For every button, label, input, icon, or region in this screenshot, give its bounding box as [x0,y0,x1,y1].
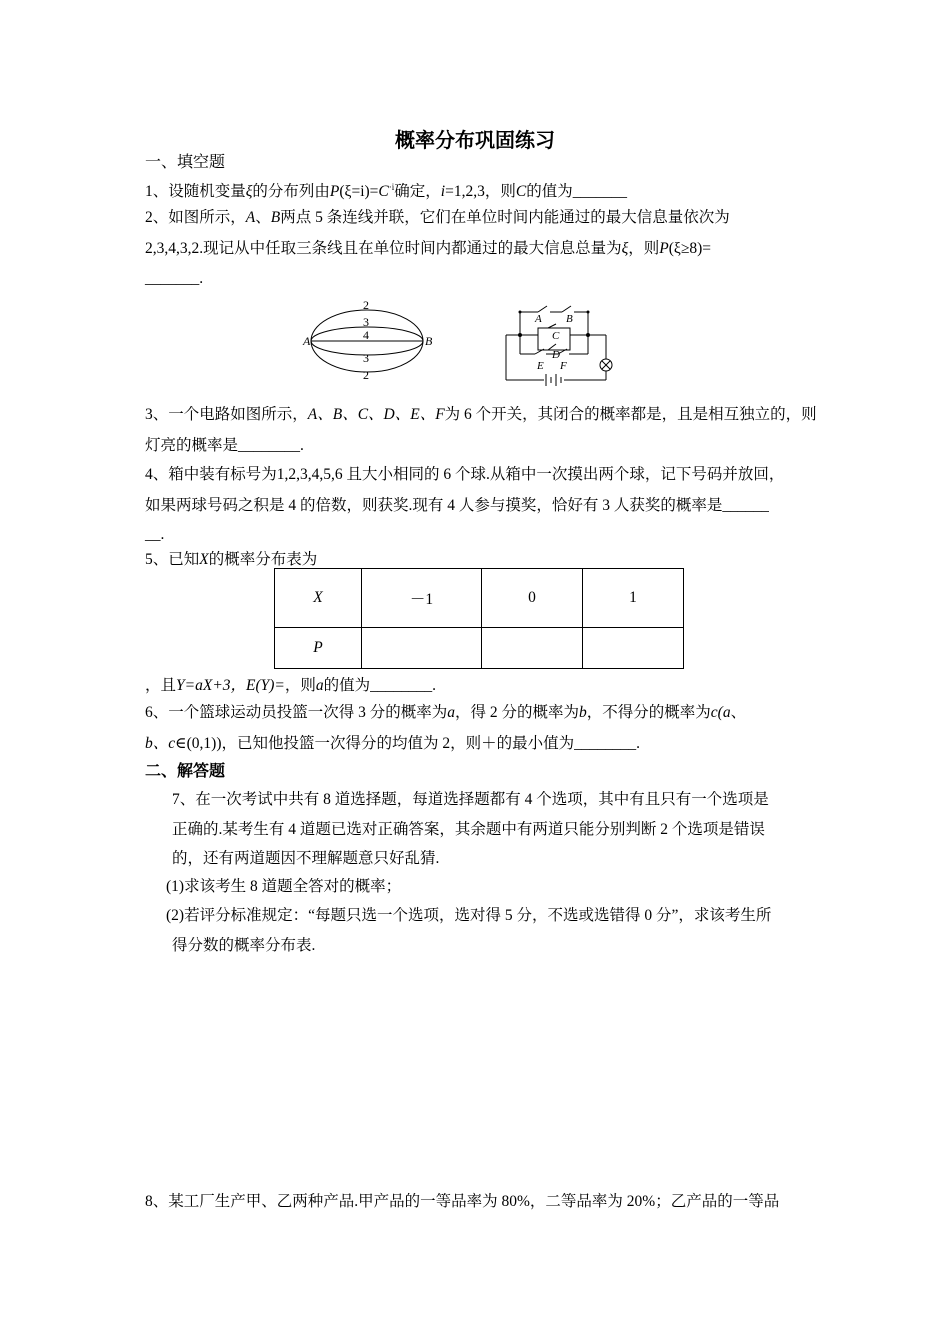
question-3-line-1: 3、一个电路如图所示，A、B、C、D、E、F为 6 个开关，其闭合的概率都是，且是相互独立的，则 [145,406,817,423]
question-5-condition: ，且Y=aX+3，E(Y)=，则a的值为________. [145,677,437,694]
question-7-part-2-line-2: 得分数的概率分布表. [172,937,316,954]
section-heading-fill-blank: 一、填空题 [145,152,226,171]
label-B: B [425,334,433,348]
page-title: 概率分布巩固练习 [395,128,555,152]
table-row [275,628,684,669]
switch-label-C: C [552,330,560,342]
table-cell: 0 [482,569,583,628]
question-5-intro: 5、已知X的概率分布表为 [145,551,318,568]
question-6-line-2: b、c∈(0,1))，已知他投篮一次得分的均值为 2，则＋的最小值为________. [145,735,640,752]
question-3-line-2: 灯亮的概率是________. [145,437,304,454]
distribution-table [274,568,684,669]
question-2-line-1: 2、如图所示，A、B两点 5 条连线并联，它们在单位时间内能通过的最大信息量依次为 [145,209,730,226]
switch-label-F: F [560,360,567,372]
question-4-line-3: __. [145,526,165,543]
question-7-line-1: 7、在一次考试中共有 8 道选择题，每道选择题都有 4 个选项，其中有且只有一个选项是 [172,791,769,808]
capacity-5: 2 [363,368,369,382]
table-row [275,569,684,628]
table-cell: X [275,569,362,628]
capacity-1: 2 [363,298,369,312]
question-6-line-1: 6、一个篮球运动员投篮一次得 3 分的概率为a，得 2 分的概率为b，不得分的概率为c(a、 [145,704,747,721]
question-7-line-2: 正确的.某考生有 4 道题已选对正确答案，其余题中有两道只能分别判断 2 个选项是错误 [172,821,765,838]
network-figure [300,298,435,383]
question-7-part-1: (1)求该考生 8 道题全答对的概率； [166,878,402,895]
capacity-4: 3 [363,351,369,365]
question-1: 1、设随机变量ξ的分布列由$P(\xi=i)=C^{\cdot i}$确定，i=1,2,3，则C的值为_______ [145,182,627,201]
table-cell [362,628,482,669]
section-heading-solutions: 二、解答题 [145,761,226,780]
question-2-line-2: 2,3,4,3,2.现记从中任取三条线且在单位时间内都通过的最大信息总量为ξ，则P(ξ≥8)= [145,240,711,257]
switch-label-B: B [566,313,573,325]
table-cell: P [275,628,362,669]
question-7-part-2-line-1: (2)若评分标准规定：“每题只选一个选项，选对得 5 分，不选或选错得 0 分”，求该考生所 [166,907,772,924]
switch-B [562,306,571,312]
question-7-line-3: 的，还有两道题因不理解题意只好乱猜. [172,850,440,867]
question-4-line-1: 4、箱中装有标号为1,2,3,4,5,6 且大小相同的 6 个球.从箱中一次摸出两个球，记下号码并放回， [145,466,785,483]
switch-C [548,324,556,328]
switch-label-A: A [535,313,542,325]
circuit-figure [500,298,625,386]
question-2-line-3: _______. [145,270,204,287]
question-4-line-2: 如果两球号码之积是 4 的倍数，则获奖.现有 4 人参与摸奖，恰好有 3 人获奖的概率是______ [145,497,769,514]
table-cell: 1 [583,569,684,628]
table-cell: －1 [362,569,482,628]
switch-label-E: E [537,360,544,372]
capacity-3: 4 [363,328,369,342]
table-cell [482,628,583,669]
label-A: A [303,334,311,348]
switch-A [538,306,547,312]
question-8-line-1: 8、某工厂生产甲、乙两种产品.甲产品的一等品率为 80%，二等品率为 20%；乙产品的一等品 [145,1193,780,1210]
table-cell [583,628,684,669]
capacity-2: 3 [363,315,369,329]
switch-label-D: D [552,349,560,361]
